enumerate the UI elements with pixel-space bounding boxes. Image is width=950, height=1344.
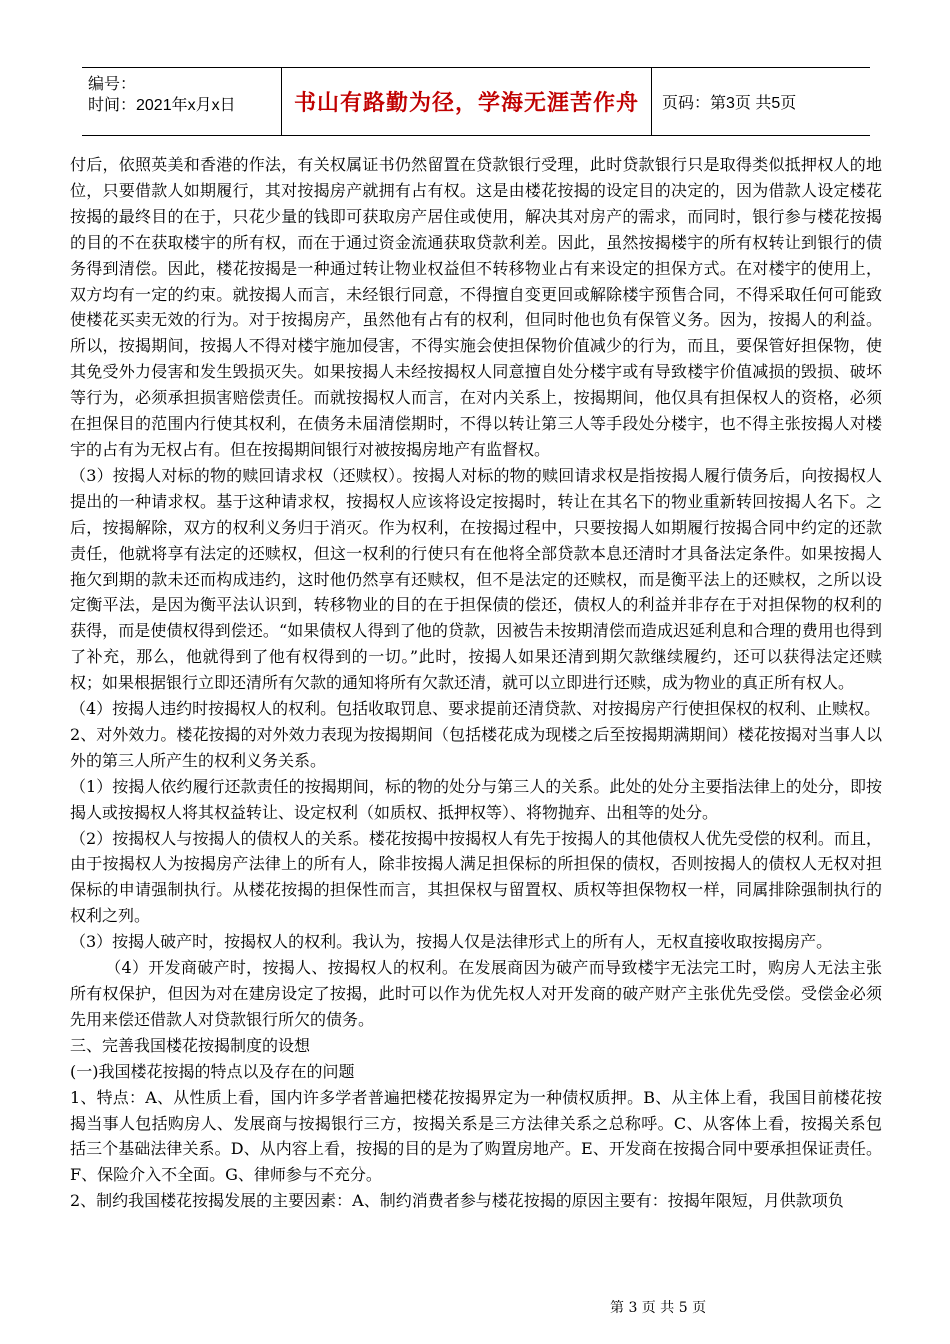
subsection-heading: (一)我国楼花按揭的特点以及存在的问题 [70,1061,355,1081]
body-paragraph: （3）按揭人对标的物的赎回请求权（还赎权）。按揭人对标的物的赎回请求权是指按揭人履行债务后，向按揭权人提出的一种请求权。基于这种请求权，按揭权人应该将设定按揭时，转让在其名下的物业重新转回按揭人名下。之后，按揭解除，双方的权利义务归于消灭。作为权利，在按揭过程中，只要按揭人如期履行按揭合同中约定的还款责任，他就将享有法定的还赎权，但这一权利的行使只有在他将全部贷款本息还清时才具备法定条件。如果按揭人拖欠到期的款未还而构成违约，这时他仍然享有还赎权，但不是法定的还赎权，而是衡平法上的还赎权，之所以设定衡平法，是因为衡平法认识到，转移物业的目的在于担保债的偿还，债权人的利益并非存在于对担保物的权利的获得，而是使债权得到偿还。“如果债权人得到了他的贷款，因被告未按期清偿而造成迟延利息和合理的费用也得到了补充，那么，他就得到了他有权得到的一切。”此时，按揭人如果还清到期欠款继续履约，还可以获得法定还赎权；如果根据银行立即还清所有欠款的通知将所有欠款还清，就可以立即进行还赎，成为物业的真正所有权人。 [70,465,882,693]
header-motto: 书山有路勤为径，学海无涯苦作舟 [293,90,639,115]
body-paragraph: （4）按揭人违约时按揭权人的权利。包括收取罚息、要求提前还清贷款、对按揭房产行使担保权的权利、止赎权。 [70,699,881,719]
body-paragraph: （1）按揭人依约履行还款责任的按揭期间，标的物的处分与第三人的关系。此处的处分主要指法律上的处分，即按揭人或按揭权人将其权益转让、设定权利（如质权、抵押权等）、将物抛弃、出租等的处分。 [70,776,882,822]
header-motto-cell [282,68,652,135]
body-paragraph: 2、对外效力。楼花按揭的对外效力表现为按揭期间（包括楼花成为现楼之后至按揭期满期间）楼花按揭对当事人以外的第三人所产生的权利义务关系。 [70,724,882,770]
body-paragraph: （3）按揭人破产时，按揭权人的权利。我认为，按揭人仅是法律形式上的所有人，无权直接收取按揭房产。 [70,932,833,952]
body-paragraph: （4）开发商破产时，按揭人、按揭权人的权利。在发展商因为破产而导致楼宇无法完工时，购房人无法主张所有权保护，但因为对在建房设定了按揭，此时可以作为优先权人对开发商的破产财产主张优先受偿。受偿金必须先用来偿还借款人对贷款银行所欠的债务。 [70,958,882,1029]
header-page-info [652,68,870,135]
body-paragraph: 1、特点：A、从性质上看，国内许多学者普遍把楼花按揭界定为一种债权质押。B、从主体上看，我国目前楼花按揭当事人包括购房人、发展商与按揭银行三方，按揭关系是三方法律关系之总称呼。C、从客体上看，按揭关系包括三个基础法律关系。D、从内容上看，按揭的目的是为了购置房地产。E、开发商在按揭合同中要承担保证责任。F、保险介入不全面。G、律师参与不充分。 [70,1087,882,1185]
document-number-label: 编号： [88,76,137,93]
section-heading: 三、完善我国楼花按揭制度的设想 [70,1035,311,1055]
header-page-number: 页码：第3页 共5页 [662,95,797,112]
page-header [82,67,870,136]
body-paragraph: 2、制约我国楼花按揭发展的主要因素：A、制约消费者参与楼花按揭的原因主要有：按揭年限短，月供款项负 [70,1191,844,1211]
document-date: 时间：2021年x月x日 [88,97,236,114]
page-footer: 第 3 页 共 5 页 [610,1300,707,1316]
body-paragraph: （2）按揭权人与按揭人的债权人的关系。楼花按揭中按揭权人有先于按揭人的其他债权人优先受偿的权利。而且，由于按揭权人为按揭房产法律上的所有人，除非按揭人满足担保标的所担保的债权，否则按揭人的债权人无权对担保标的申请强制执行。从楼花按揭的担保性而言，其担保权与留置权、质权等担保物权一样，同属排除强制执行的权利之列。 [70,828,882,926]
document-body [70,152,882,1214]
body-paragraph: 付后，依照英美和香港的作法，有关权属证书仍然留置在贷款银行受理，此时贷款银行只是取得类似抵押权人的地位，只要借款人如期履行，其对按揭房产就拥有占有权。这是由楼花按揭的设定目的决定的，因为借款人设定楼花按揭的最终目的在于，只花少量的钱即可获取房产居住或使用，解决其对房产的需求，而同时，银行参与楼花按揭的目的不在获取楼宇的所有权，而在于通过资金流通获取贷款利差。因此，虽然按揭楼宇的所有权转让到银行的债务得到清偿。因此，楼花按揭是一种通过转让物业权益但不转移物业占有来设定的担保方式。在对楼宇的使用上，双方均有一定的约束。就按揭人而言，未经银行同意，不得擅自变更回或解除楼宇预售合同，不得采取任何可能致使楼花买卖无效的行为。对于按揭房产，虽然他有占有的权利，但同时他也负有保管义务。因为，按揭人的利益。所以，按揭期间，按揭人不得对楼宇施加侵害，不得实施会使担保物价值减少的行为，而且，要保管好担保物，使其免受外力侵害和发生毁损灭失。如果按揭人未经按揭权人同意擅自处分楼宇或有导致楼宇价值减损的毁损、破坏等行为，必须承担损害赔偿责任。而就按揭权人而言，在对内关系上，按揭期间，他仅具有担保权人的资格，必须在担保目的范围内行使其权利，在债务未届清偿期时，不得以转让第三人等手段处分楼宇，也不得主张按揭人对楼宇的占有为无权占有。但在按揭期间银行对被按揭房地产有监督权。 [70,155,882,459]
header-info [82,68,282,135]
